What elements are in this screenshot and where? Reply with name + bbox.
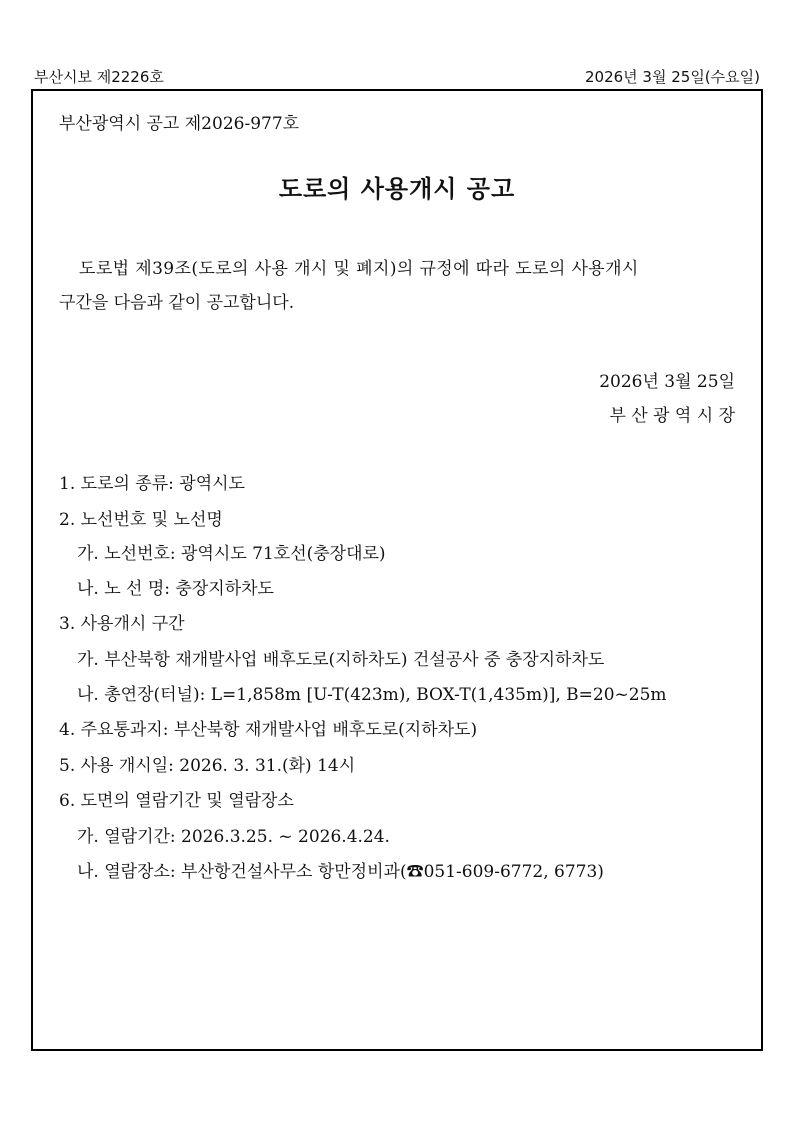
- issuer: 부 산 광 역 시 장: [609, 406, 735, 426]
- list-item: 나. 열람장소: 부산항건설사무소 항만정비과(☎051-609-6772, 6773): [77, 862, 604, 882]
- list-item: 나. 총연장(터널): L=1,858m [U-T(423m), BOX-T(1,435m)], B=20~25m: [77, 685, 667, 705]
- list-item: 6. 도면의 열람기간 및 열람장소: [59, 791, 294, 811]
- notice-box: [31, 89, 763, 1051]
- body-line-2: 구간을 다음과 같이 공고합니다.: [59, 293, 295, 313]
- notice-number: 부산광역시 공고 제2026-977호: [59, 114, 300, 134]
- notice-title: 도로의 사용개시 공고: [278, 175, 516, 203]
- gazette-date: 2026년 3월 25일(수요일): [585, 68, 760, 86]
- list-item: 가. 열람기간: 2026.3.25. ~ 2026.4.24.: [77, 827, 390, 847]
- sign-date: 2026년 3월 25일: [599, 372, 735, 392]
- gazette-issue: 부산시보 제2226호: [34, 68, 164, 86]
- list-item: 1. 도로의 종류: 광역시도: [59, 474, 245, 494]
- list-item: 5. 사용 개시일: 2026. 3. 31.(화) 14시: [59, 756, 356, 776]
- list-item: 3. 사용개시 구간: [59, 614, 185, 634]
- list-item: 2. 노선번호 및 노선명: [59, 510, 223, 530]
- list-item: 가. 노선번호: 광역시도 71호선(충장대로): [77, 544, 386, 564]
- list-item: 나. 노 선 명: 충장지하차도: [77, 579, 274, 599]
- list-item: 가. 부산북항 재개발사업 배후도로(지하차도) 건설공사 중 충장지하차도: [77, 650, 605, 670]
- list-item: 4. 주요통과지: 부산북항 재개발사업 배후도로(지하차도): [59, 720, 478, 740]
- body-line-1: 도로법 제39조(도로의 사용 개시 및 폐지)의 규정에 따라 도로의 사용개시: [79, 259, 639, 279]
